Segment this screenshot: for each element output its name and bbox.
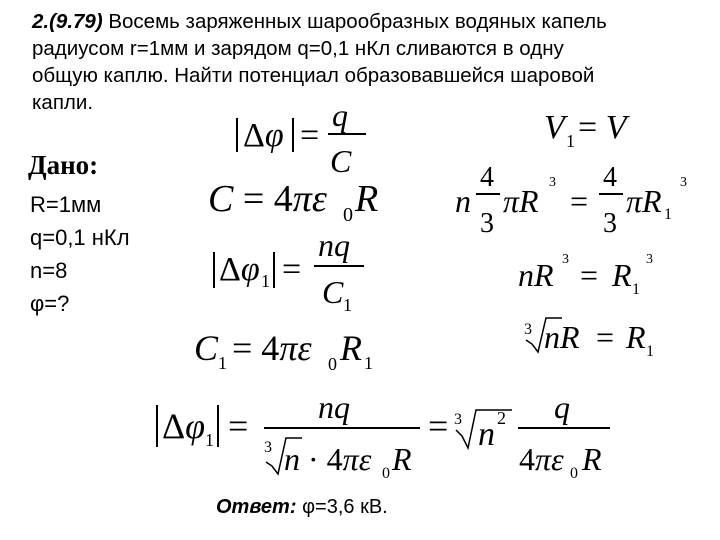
formula-radius-cubed: [518, 252, 653, 298]
problem-line-3: общую каплю. Найти потенциал образовавшейся шаровой: [32, 64, 595, 87]
svg-text:1: 1: [664, 206, 672, 223]
svg-text:3: 3: [562, 252, 569, 267]
svg-text:4: 4: [603, 162, 617, 193]
formula-volume-expansion: [455, 162, 687, 239]
svg-text:Δφ: Δφ: [243, 117, 284, 154]
svg-text:4: 4: [480, 162, 494, 193]
formula-potential: [237, 97, 366, 179]
svg-text:n: n: [478, 416, 495, 453]
svg-text:2: 2: [497, 408, 506, 428]
svg-text:1: 1: [632, 281, 640, 298]
svg-text:4πε: 4πε: [519, 441, 564, 477]
given-radius: R=1мм: [30, 192, 102, 217]
problem-line-2: радиусом r=1мм и зарядом q=0,1 нКл сливаются в одну: [32, 37, 564, 60]
svg-text:q: q: [332, 97, 348, 133]
svg-text:n: n: [455, 183, 471, 219]
svg-text:=: =: [282, 251, 302, 288]
svg-text:0: 0: [343, 204, 353, 226]
svg-text:1: 1: [566, 131, 575, 151]
svg-text:1: 1: [261, 271, 270, 291]
svg-text:0: 0: [570, 465, 578, 482]
svg-text:3: 3: [524, 321, 532, 338]
svg-text:C: C: [322, 274, 344, 310]
svg-text:3: 3: [646, 252, 653, 267]
given-charge: q=0,1 нКл: [30, 225, 130, 250]
svg-text:nR: nR: [544, 319, 580, 355]
svg-text:3: 3: [264, 439, 272, 456]
svg-text:C: C: [194, 328, 219, 368]
problem-number: 2.(9.79): [32, 10, 103, 33]
svg-text:R: R: [355, 178, 379, 220]
problem-line-4: капли.: [32, 91, 94, 114]
svg-text:3: 3: [603, 208, 617, 239]
svg-text:1: 1: [205, 430, 214, 450]
svg-text:3: 3: [454, 411, 462, 428]
svg-text:=: =: [580, 257, 599, 293]
svg-text:C: C: [330, 143, 352, 179]
svg-text:nq: nq: [318, 227, 350, 263]
svg-text:1: 1: [218, 353, 227, 373]
formula-radius-root: [524, 318, 654, 360]
svg-text:3: 3: [549, 175, 556, 190]
svg-text:R: R: [626, 319, 646, 355]
formula-capacitance-merged: [194, 328, 373, 374]
svg-text:Δφ: Δφ: [219, 251, 260, 288]
svg-text:3: 3: [480, 208, 494, 239]
svg-text:=: =: [428, 406, 449, 446]
svg-text:nq: nq: [318, 389, 350, 425]
svg-text:=: =: [300, 117, 320, 154]
svg-text:0: 0: [382, 465, 390, 482]
svg-text:n · 4πε: n · 4πε: [284, 441, 372, 477]
svg-text:= 4πε: = 4πε: [232, 328, 312, 368]
answer-label: Ответ:: [216, 496, 297, 518]
svg-text:0: 0: [328, 354, 337, 374]
formula-potential-merged: [214, 227, 364, 315]
svg-text:R: R: [582, 441, 602, 477]
given-count: n=8: [30, 258, 68, 283]
formula-result: [157, 389, 610, 482]
svg-text:1: 1: [364, 353, 373, 373]
answer-value: φ=3,6 кВ.: [302, 496, 388, 518]
formula-capacitance: [208, 178, 378, 226]
given-title: Дано:: [28, 150, 99, 180]
svg-text:nR: nR: [518, 257, 554, 293]
svg-text:3: 3: [680, 175, 687, 190]
svg-text:πR: πR: [503, 183, 539, 219]
svg-text:C = 4πε: C = 4πε: [208, 178, 327, 220]
svg-text:=: =: [570, 183, 589, 219]
svg-text:R: R: [340, 328, 362, 368]
given-unknown: φ=?: [30, 291, 70, 316]
svg-text:R: R: [392, 441, 412, 477]
svg-text:=: =: [228, 406, 249, 446]
svg-text:Δφ: Δφ: [162, 406, 206, 446]
svg-text:= V: = V: [578, 109, 627, 146]
svg-text:πR: πR: [626, 183, 662, 219]
svg-text:=: =: [596, 319, 615, 355]
svg-text:1: 1: [343, 295, 352, 315]
problem-line-1: 2.(9.79) Восемь заряженных шарообразных водяных капель: [32, 10, 607, 33]
svg-text:V: V: [544, 109, 565, 146]
svg-text:1: 1: [646, 343, 654, 360]
svg-text:R: R: [612, 257, 632, 293]
formula-volume-equality: [544, 109, 631, 151]
svg-text:q: q: [554, 389, 570, 425]
